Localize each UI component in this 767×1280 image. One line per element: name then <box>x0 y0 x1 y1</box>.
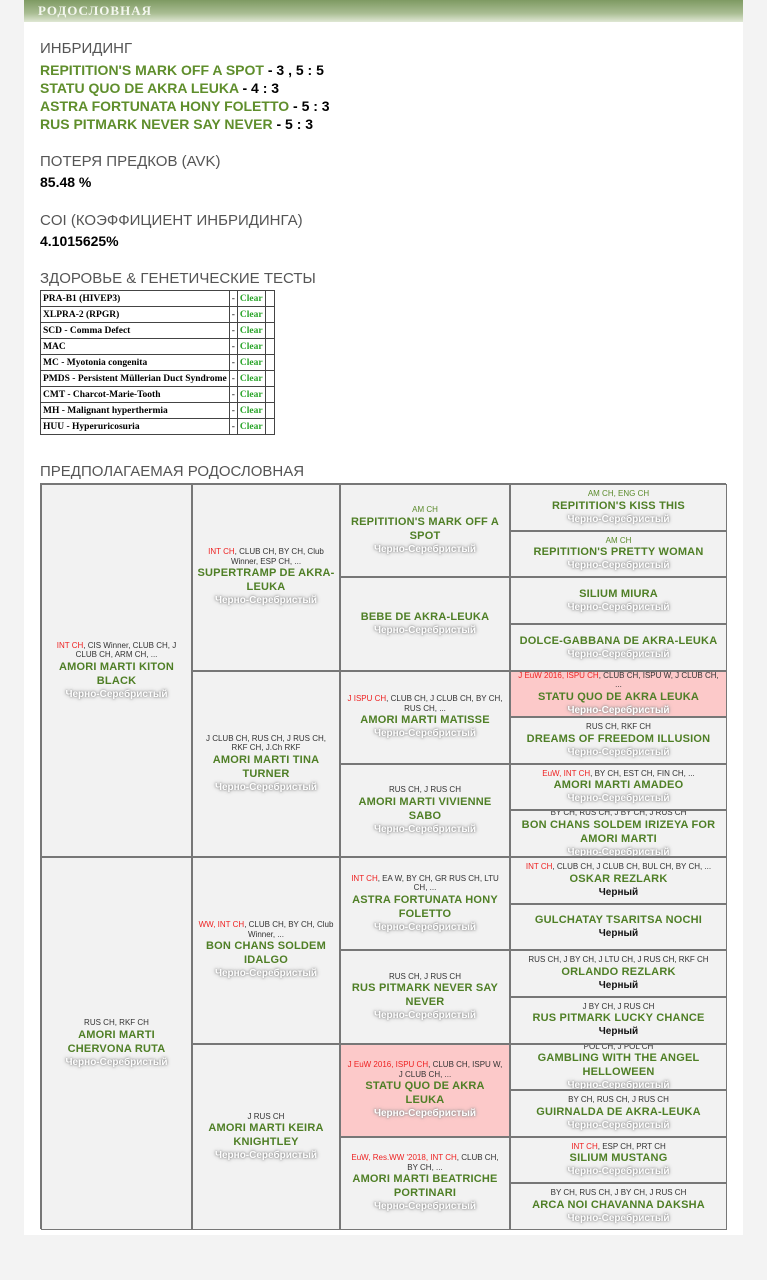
test-dash: - <box>229 355 237 371</box>
dog-color: Черно-Серебристый <box>567 746 670 758</box>
dog-name-link[interactable]: DREAMS OF FREEDOM ILLUSION <box>526 732 711 745</box>
inbreeding-dog-link[interactable]: RUS PITMARK NEVER SAY NEVER <box>40 116 273 132</box>
test-name: XLPRA-2 (RPGR) <box>41 307 230 323</box>
dog-name-link[interactable]: AMORI MARTI TINA TURNER <box>212 753 320 780</box>
test-blank <box>265 339 274 355</box>
table-row <box>41 355 275 371</box>
dog-color: Черно-Серебристый <box>567 560 670 572</box>
dog-color: Черно-Серебристый <box>65 1056 168 1068</box>
dog-name-link[interactable]: AMORI MARTI KEIRA KNIGHTLEY <box>208 1122 324 1148</box>
test-result: Clear <box>237 323 265 339</box>
pedigree-cell <box>510 1044 727 1091</box>
dog-titles-text: BY CH, RUS CH, J RUS CH <box>568 1095 669 1105</box>
test-dash: - <box>229 387 237 403</box>
dog-titles-text: RUS CH, RKF CH <box>586 722 651 732</box>
dog-name-link[interactable]: SUPERTRAMP DE AKRA-LEUKA <box>197 567 335 594</box>
test-dash: - <box>229 291 237 307</box>
dog-name-link[interactable]: AMORI MARTI VIVIENNE SABO <box>358 795 492 822</box>
dog-name-link[interactable]: ARCA NOI CHAVANNA DAKSHA <box>532 1198 705 1211</box>
dog-color: Черно-Серебристый <box>373 823 477 835</box>
dog-titles <box>584 1044 654 1052</box>
pedigree-cell <box>510 577 727 624</box>
dog-titles-text: , CLUB CH, J CLUB CH, BUL CH, BY CH, ... <box>552 862 712 872</box>
dog-name-link[interactable]: AMORI MARTI KITON BLACK <box>58 660 175 687</box>
dog-color: Черно-Серебристый <box>567 1080 670 1091</box>
pedigree-cell <box>510 1137 727 1184</box>
dog-name-link[interactable]: AMORI MARTI CHERVONA RUTA <box>67 1028 166 1055</box>
dog-color: Черно-Серебристый <box>567 648 670 660</box>
pedigree-cell <box>192 1044 340 1231</box>
dog-titles-highlight: INT CH <box>571 1141 598 1151</box>
dog-titles <box>606 536 632 546</box>
test-result: Clear <box>237 291 265 307</box>
dog-name-link[interactable]: BEBE DE AKRA-LEUKA <box>360 611 490 624</box>
dog-name-link[interactable]: STATU QUO DE AKRA LEUKA <box>537 690 700 703</box>
dog-titles-highlight: INT CH <box>208 547 235 557</box>
inbreeding-dog-link[interactable]: STATU QUO DE AKRA LEUKA <box>40 80 239 96</box>
dog-titles <box>412 505 438 515</box>
test-name: MAC <box>41 339 230 355</box>
dog-titles-text: RUS CH, J RUS CH <box>388 971 461 981</box>
pedigree-title: ПРЕДПОЛАГАЕМАЯ РОДОСЛОВНАЯ <box>40 463 305 480</box>
dog-titles-text: , CLUB CH, BY CH, ... <box>407 1153 499 1172</box>
pedigree-cell <box>510 904 727 951</box>
dog-titles <box>197 547 335 566</box>
pedigree-cell <box>192 671 340 858</box>
test-result: Clear <box>237 419 265 435</box>
dog-titles <box>588 489 649 499</box>
dog-color: Черно-Серебристый <box>373 625 477 637</box>
pedigree-cell <box>340 1044 510 1137</box>
test-name: CMT - Charcot-Marie-Tooth <box>41 387 230 403</box>
dog-titles-foreign: AM CH <box>605 535 632 545</box>
dog-color: Черно-Серебристый <box>373 543 477 555</box>
test-name: PMDS - Persistent Müllerian Duct Syndrome <box>41 371 230 387</box>
dog-titles-text: , CIS Winner, CLUB CH, J CLUB CH, ARM CH, ... <box>75 640 177 659</box>
test-name: SCD - Comma Defect <box>41 323 230 339</box>
dog-color: Черно-Серебристый <box>373 921 477 933</box>
dog-color: Черно-Серебристый <box>567 704 670 716</box>
pedigree-cell <box>340 857 510 950</box>
dog-color: Черно-Серебристый <box>567 1119 670 1131</box>
test-blank <box>265 387 274 403</box>
pedigree-cell <box>41 484 192 857</box>
dog-titles-text: , EA W, BY CH, GR RUS CH, LTU CH, ... <box>377 873 499 893</box>
pedigree-cell <box>340 950 510 1043</box>
dog-titles <box>515 671 722 690</box>
dog-color: Черно-Серебристый <box>373 1108 477 1120</box>
dog-color: Черно-Серебристый <box>567 513 670 525</box>
pedigree-cell <box>510 484 727 531</box>
pedigree-cell <box>340 764 510 857</box>
dog-titles-highlight: J EuW 2016, ISPU CH <box>518 670 599 680</box>
dog-titles-text: RUS CH, J RUS CH <box>388 785 461 795</box>
dog-titles-highlight: EuW, INT CH <box>542 768 591 778</box>
pedigree-cell <box>510 1090 727 1137</box>
inbreeding-item <box>40 116 313 132</box>
dog-name-link[interactable]: ORLANDO REZLARK <box>561 965 676 978</box>
dog-name-link[interactable]: SILIUM MUSTANG <box>569 1152 668 1165</box>
pedigree-cell <box>340 1137 510 1230</box>
table-row <box>41 307 275 323</box>
dog-titles <box>583 1002 655 1012</box>
dog-titles-text: , BY CH, EST CH, FIN CH, ... <box>590 768 695 778</box>
dog-name-link[interactable]: STATU QUO DE AKRA LEUKA <box>365 1080 485 1107</box>
header-title: РОДОСЛОВНАЯ <box>38 3 152 18</box>
test-blank <box>265 323 274 339</box>
dog-name-link[interactable]: AMORI MARTI AMADEO <box>553 779 684 792</box>
dog-color: Черно-Серебристый <box>567 846 670 857</box>
test-name: MC - Myotonia congenita <box>41 355 230 371</box>
inbreeding-value: - 4 : 3 <box>238 80 280 96</box>
dog-color: Черно-Серебристый <box>567 602 670 614</box>
dog-titles <box>542 769 694 779</box>
inbreeding-item <box>40 98 330 114</box>
coi-title: COI (КОЭФФИЦИЕНТ ИНБРИДИНГА) <box>40 212 303 229</box>
pedigree-cell <box>510 1183 727 1230</box>
dog-name-link[interactable]: SILIUM MIURA <box>579 588 658 601</box>
dog-titles-highlight: EuW, Res.WW '2018, INT CH <box>351 1153 457 1163</box>
dog-color: Черно-Серебристый <box>214 1150 318 1161</box>
dog-titles <box>586 722 651 732</box>
dog-titles <box>345 874 505 893</box>
pedigree-cell <box>510 857 727 904</box>
dog-color: Черно-Серебристый <box>214 595 318 607</box>
dog-color: Черный <box>598 979 639 991</box>
dog-name-link[interactable]: RUS PITMARK LUCKY CHANCE <box>532 1012 705 1025</box>
dog-name-link[interactable]: REPITITION'S PRETTY WOMAN <box>533 546 704 559</box>
dog-titles-text: J CLUB CH, RUS CH, J RUS CH, RKF CH, J.Ch RKF <box>205 733 326 753</box>
health-tests-table <box>40 290 275 435</box>
dog-color: Черно-Серебристый <box>214 968 318 980</box>
test-blank <box>265 403 274 419</box>
test-result: Clear <box>237 403 265 419</box>
dog-titles-text: BY CH, RUS CH, J BY CH, J RUS CH <box>550 1188 687 1198</box>
test-name: PRA-B1 (HIVEP3) <box>41 291 230 307</box>
test-result: Clear <box>237 307 265 323</box>
pedigree-cell <box>510 997 727 1044</box>
dog-name-link[interactable]: RUS PITMARK NEVER SAY NEVER <box>351 982 499 1009</box>
test-dash: - <box>229 419 237 435</box>
pedigree-cell <box>510 531 727 578</box>
test-result: Clear <box>237 371 265 387</box>
dog-name-link[interactable]: BON CHANS SOLDEM IRIZEYA FOR AMORI MARTI <box>521 818 716 845</box>
dog-name-link[interactable]: REPITITION'S MARK OFF A SPOT <box>351 515 499 542</box>
dog-titles <box>551 810 687 818</box>
coi-value: 4.1015625% <box>40 233 119 249</box>
dog-color: Черно-Серебристый <box>373 1010 477 1022</box>
dog-name-link[interactable]: REPITITION'S KISS THIS <box>552 499 685 512</box>
pedigree-cell <box>510 950 727 997</box>
pedigree-cell <box>340 577 510 670</box>
table-row <box>41 387 275 403</box>
test-dash: - <box>229 403 237 419</box>
table-row <box>41 403 275 419</box>
dog-titles <box>571 1142 666 1152</box>
dog-titles-highlight: INT CH <box>56 640 84 650</box>
dog-titles-text: , ESP CH, PRT CH <box>597 1141 666 1151</box>
dog-titles <box>345 1153 505 1172</box>
dog-titles-highlight: J ISPU CH <box>347 694 387 704</box>
inbreeding-value: - 5 : 3 <box>272 116 314 132</box>
test-dash: - <box>229 323 237 339</box>
dog-titles-text: , CLUB CH, BY CH, Club Winner, ESP CH, ... <box>230 547 324 566</box>
pedigree-cell <box>340 484 510 577</box>
dog-color: Черный <box>598 928 639 940</box>
pedigree-cell <box>192 484 340 671</box>
test-name: HUU - Hyperuricosuria <box>41 419 230 435</box>
dog-titles-text: RUS CH, J BY CH, J LTU CH, J RUS CH, RKF CH <box>528 955 709 965</box>
test-dash: - <box>229 371 237 387</box>
avk-value: 85.48 % <box>40 174 92 190</box>
pedigree-cell <box>340 671 510 764</box>
dog-titles-highlight: INT CH <box>525 862 553 872</box>
dog-titles-text: POL CH, J POL CH <box>583 1043 654 1051</box>
dog-titles <box>568 1095 669 1105</box>
dog-titles-text: RUS CH, RKF CH <box>84 1018 149 1028</box>
dog-titles-text: J RUS CH <box>247 1111 285 1121</box>
pedigree-grid <box>40 483 726 1229</box>
test-result: Clear <box>237 339 265 355</box>
pedigree-cell <box>192 857 340 1044</box>
dog-name-link[interactable]: AMORI MARTI MATISSE <box>360 714 490 727</box>
pedigree-cell <box>510 810 727 857</box>
pedigree-cell <box>510 624 727 671</box>
test-blank <box>265 419 274 435</box>
dog-titles <box>197 734 335 753</box>
dog-titles <box>528 955 708 965</box>
dog-titles-foreign: AM CH, ENG CH <box>587 489 650 499</box>
dog-color: Черный <box>598 886 639 898</box>
dog-titles-text: J BY CH, J RUS CH <box>582 1001 655 1011</box>
inbreeding-item <box>40 62 324 78</box>
dog-titles <box>551 1188 687 1198</box>
header-bar <box>24 0 743 22</box>
test-blank <box>265 291 274 307</box>
dog-titles <box>84 1018 149 1028</box>
table-row <box>41 323 275 339</box>
pedigree-cell <box>510 671 727 718</box>
pedigree-cell <box>510 717 727 764</box>
test-result: Clear <box>237 387 265 403</box>
dog-name-link[interactable]: DOLCE-GABBANA DE AKRA-LEUKA <box>519 634 718 647</box>
table-row <box>41 291 275 307</box>
table-row <box>41 339 275 355</box>
health-title: ЗДОРОВЬЕ & ГЕНЕТИЧЕСКИЕ ТЕСТЫ <box>40 270 316 287</box>
dog-color: Черно-Серебристый <box>373 1201 477 1213</box>
dog-titles-highlight: J EuW 2016, ISPU CH <box>347 1060 429 1070</box>
test-dash: - <box>229 339 237 355</box>
dog-name-link[interactable]: GAMBLING WITH THE ANGEL HELLOWEEN <box>537 1052 700 1079</box>
dog-titles-text: , CLUB CH, BY CH, Club Winner, ... <box>244 920 334 939</box>
dog-titles <box>345 1060 505 1079</box>
avk-title: ПОТЕРЯ ПРЕДКОВ (AVK) <box>40 153 221 170</box>
dog-titles <box>46 641 187 660</box>
dog-color: Черный <box>598 1026 639 1038</box>
test-blank <box>265 355 274 371</box>
dog-titles-foreign: AM CH <box>412 505 438 515</box>
dog-titles-highlight: INT CH <box>351 873 378 883</box>
pedigree-cell <box>510 764 727 811</box>
test-blank <box>265 371 274 387</box>
dog-name-link[interactable]: ASTRA FORTUNATA HONY FOLETTO <box>352 893 498 920</box>
dog-name-link[interactable]: BON CHANS SOLDEM IDALGO <box>206 940 326 967</box>
inbreeding-dog-link[interactable]: REPITITION'S MARK OFF A SPOT <box>40 62 264 78</box>
pedigree-cell <box>41 857 192 1230</box>
dog-color: Черно-Серебристый <box>567 1166 670 1178</box>
dog-color: Черно-Серебристый <box>567 793 670 805</box>
inbreeding-value: - 3 , 5 : 5 <box>263 62 324 78</box>
dog-name-link[interactable]: OSKAR REZLARK <box>569 872 668 885</box>
dog-titles <box>197 920 335 939</box>
dog-titles <box>345 694 505 713</box>
dog-color: Черно-Серебристый <box>373 728 477 740</box>
dog-color: Черно-Серебристый <box>214 781 318 793</box>
dog-titles <box>389 972 461 982</box>
dog-name-link[interactable]: AMORI MARTI BEATRICHE PORTINARI <box>352 1173 498 1200</box>
inbreeding-value: - 5 : 3 <box>289 98 330 114</box>
dog-color: Черно-Серебристый <box>567 1212 670 1224</box>
dog-titles-text: , CLUB CH, ISPU W, J CLUB CH, ... <box>398 1060 503 1079</box>
dog-titles <box>248 1112 285 1122</box>
dog-titles-text: , CLUB CH, ISPU W, J CLUB CH, ... <box>598 670 719 690</box>
dog-titles <box>526 862 711 872</box>
inbreeding-title: ИНБРИДИНГ <box>40 40 133 57</box>
test-dash: - <box>229 307 237 323</box>
dog-name-link[interactable]: GUIRNALDA DE AKRA-LEUKA <box>536 1105 701 1118</box>
dog-titles-highlight: WW, INT CH <box>198 920 245 930</box>
inbreeding-dog-link[interactable]: ASTRA FORTUNATA HONY FOLETTO <box>40 98 290 114</box>
dog-color: Черно-Серебристый <box>65 688 168 700</box>
test-name: MH - Malignant hyperthermia <box>41 403 230 419</box>
dog-titles-text: BY CH, RUS CH, J BY CH, J RUS CH <box>550 810 687 818</box>
table-row <box>41 419 275 435</box>
test-result: Clear <box>237 355 265 371</box>
dog-titles <box>389 785 461 795</box>
dog-name-link[interactable]: GULCHATAY TSARITSA NOCHI <box>534 914 703 927</box>
table-row <box>41 371 275 387</box>
dog-titles-text: , CLUB CH, J CLUB CH, BY CH, RUS CH, ... <box>386 694 503 713</box>
test-blank <box>265 307 274 323</box>
inbreeding-item <box>40 80 279 96</box>
